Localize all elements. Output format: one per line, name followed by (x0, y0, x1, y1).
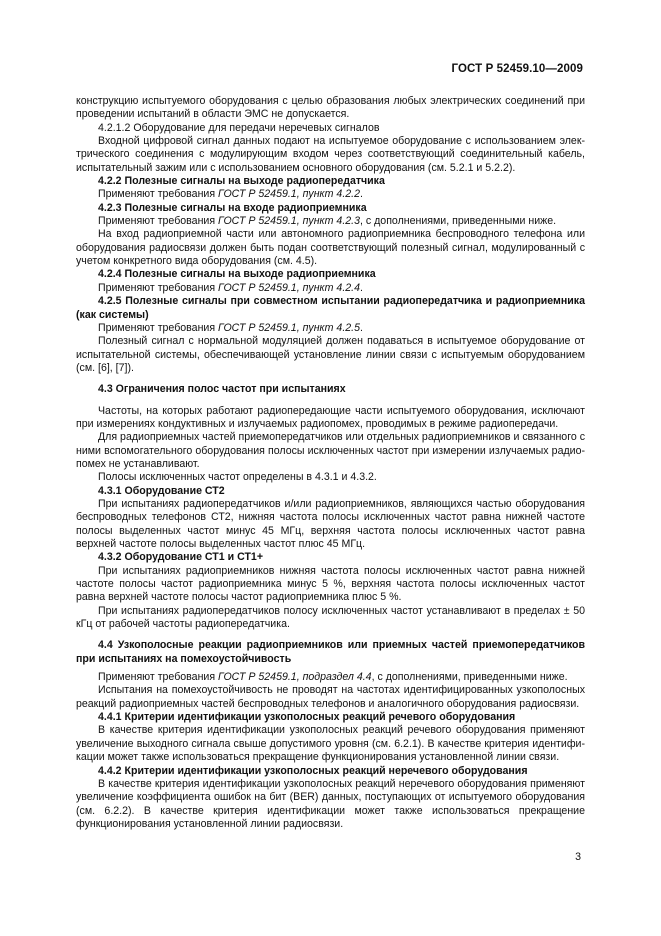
paragraph: Полезный сигнал с нормальной модуляцией должен подаваться в испытуемое оборудование от испытательной системы, обеспечивающей установление линии связи с испытуемым оборудованием (см. [6], [7]). (76, 335, 585, 374)
paragraph: Для радиоприемных частей приемопередатчиков или отдельных радиоприемников и связанного с ними вспомогательного оборудования полосы исключенных частот при измерении излучаемых радиопомех не устанавливают. (76, 431, 585, 470)
document-header: ГОСТ Р 52459.10—2009 (451, 63, 583, 75)
paragraph: Входной цифровой сигнал данных подают на испытуемое оборудование с использованием электрического соединения с модулирующим входом через соответствующий соединительный кабель, испытательный зажим или с использованием основного оборудования (см. 5.2.1 и 5.2.2). (76, 135, 585, 174)
reference-citation: ГОСТ Р 52459.1, пункт 4.2.3 (218, 215, 360, 228)
reference-paragraph (76, 671, 585, 684)
reference-text: Применяют требования (98, 188, 219, 201)
section-heading: 4.2.2 Полезные сигналы на выходе радиопередатчика (98, 175, 385, 188)
reference-text: Применяют требования (98, 281, 219, 294)
section-heading: 4.3.2 Оборудование СТ1 и СТ1+ (98, 551, 264, 564)
reference-citation: ГОСТ Р 52459.1, пункт 4.2.2 (218, 188, 360, 201)
section-heading: 4.4 Узкополосные реакции радиоприемников или приемных частей приемопередатчиков при испытаниях на помехоустойчивость (76, 639, 585, 665)
reference-citation: ГОСТ Р 52459.1, пункт 4.2.4 (218, 281, 360, 294)
reference-citation: ГОСТ Р 52459.1, подраздел 4.4 (218, 671, 372, 684)
paragraph: Частоты, на которых работают радиопередающие части испытуемого оборудования, исключают при измерениях кондуктивных и излучаемых радиопомех, проводимых в режиме радиопередачи. (76, 404, 585, 430)
document-body (76, 95, 585, 831)
section-heading: 4.2.4 Полезные сигналы на выходе радиоприемника (98, 268, 376, 281)
reference-text: , с дополнениями, приведенными ниже. (360, 215, 557, 228)
reference-paragraph (76, 322, 585, 335)
reference-text: Применяют требования (98, 321, 219, 334)
reference-text: . (360, 188, 363, 201)
paragraph: На вход радиоприемной части или автономного радиоприемника беспроводного телефона или оборудования радиосвязи должен быть подан соответствующий полезный сигнал, модулированный с учетом конкретного вида оборудования (см. 4.5). (76, 228, 585, 268)
section-heading: 4.4.2 Критерии идентификации узкополосных реакций неречевого оборудования (98, 764, 528, 777)
section-heading: 4.4.1 Критерии идентификации узкополосных реакций речевого оборудования (98, 711, 516, 724)
reference-text: , с дополнениями, приведенными ниже. (371, 671, 568, 684)
paragraph: Испытания на помехоустойчивость не проводят на частотах идентифицированных узкополосных реакций радиоприемных частей беспроводных телефонов и аналогичного оборудования радиосвязи. (76, 684, 585, 710)
paragraph: При испытаниях радиопередатчиков полосу исключенных частот устанавливают в пределах ± 50 кГц от рабочей частоты радиопередатчика. (76, 604, 585, 631)
reference-citation: ГОСТ Р 52459.1, пункт 4.2.5 (218, 321, 360, 334)
paragraph: В качестве критерия идентификации узкополосных реакций неречевого оборудования применяют увеличение коэффициента ошибок на бит (BER) данных, поступающих от испытуемого оборудования (см. 6.2.2). В качестве критерия идентификации может также использоваться прекращение функционирования установленной линии радиосвязи. (76, 777, 585, 830)
paragraph: В качестве критерия идентификации узкополосных реакций речевого оборудования применяют увеличение выходного сигнала свыше допустимого уровня (см. 6.2.1). В качестве критерия идентификации может также использоваться прекращение функционирования установленной линии связи. (76, 724, 585, 764)
section-heading: 4.2.5 Полезные сигналы при совместном испытании радиопередатчика и радиоприемника (как системы) (76, 295, 585, 321)
paragraph: При испытаниях радиоприемников нижняя частота полосы исключенных частот равна нижней частоте полосы частот радиоприемника минус 5 %, верхняя частота полосы исключенных частот равна верхней частоте полосы частот радиоприемника плюс 5 %. (76, 564, 585, 604)
reference-text: Применяют требования (98, 215, 219, 228)
paragraph: При испытаниях радиопередатчиков и/или радиоприемников, являющихся частью оборудования беспроводных телефонов СТ2, нижняя частота полосы исключенных частот равна нижней частоте полосы выделенных частот минус 45 МГц, верхняя частота полосы исключенных частот равна верхней частоте полосы выделенных частот плюс 45 МГц. (76, 497, 585, 550)
section-heading: 4.3 Ограничения полос частот при испытаниях (98, 383, 346, 396)
reference-text: Применяют требования (98, 671, 219, 684)
reference-paragraph (76, 188, 585, 201)
reference-paragraph (76, 282, 585, 295)
section-heading: 4.3.1 Оборудование СТ2 (98, 484, 225, 497)
clause-heading: 4.2.1.2 Оборудование для передачи неречевых сигналов (98, 121, 380, 134)
reference-text: . (360, 281, 363, 294)
paragraph: конструкцию испытуемого оборудования с целью образования любых электрических соединений при проведении испытаний в области ЭМС не допускается. (76, 95, 585, 121)
reference-text: . (360, 321, 363, 334)
section-heading: 4.2.3 Полезные сигналы на входе радиоприемника (98, 201, 367, 214)
paragraph: Полосы исключенных частот определены в 4.3.1 и 4.3.2. (98, 471, 377, 484)
reference-paragraph (76, 215, 585, 228)
page-number: 3 (575, 851, 581, 863)
